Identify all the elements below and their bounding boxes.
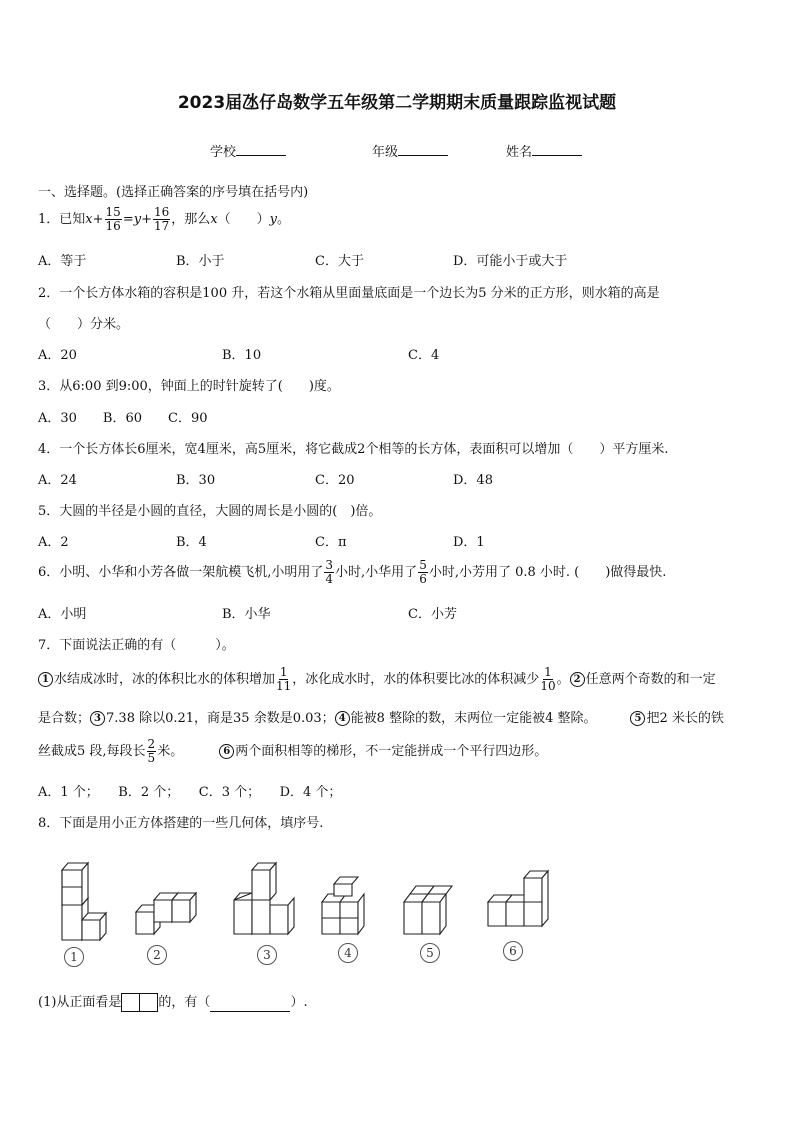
name-label: 姓名 (506, 145, 533, 160)
q6-option-c[interactable]: C．小芳 (408, 607, 457, 622)
cube-figure-5 (404, 886, 452, 934)
page-title: 2023届氹仔岛数学五年级第二学期期末质量跟踪监视试题 (177, 93, 617, 113)
figure-label-4: 4 (338, 943, 358, 963)
q2-option-b[interactable]: B．10 (222, 348, 262, 363)
cube-figure-1 (62, 863, 106, 940)
grade-label: 年级 (372, 145, 399, 160)
fraction: $\frac{2}{5}$ (147, 737, 156, 765)
q1-option-b[interactable]: B．小于 (176, 254, 225, 269)
answer-blank[interactable]: （ ） (217, 212, 270, 227)
fraction: $\frac{15}{16}$ (105, 205, 121, 233)
question-3: 3．从6:00 到9:00，钟面上的时针旋转了( )度。 (38, 379, 340, 394)
answer-blank[interactable] (210, 997, 290, 1012)
q7-line-1: 1 水结成冰时，冰的体积比水的体积增加 $\frac{1}{11}$ ，冰化成水时，水的体积要比冰的体积减少 $\frac{1}{10}$ 。 2 任意两个奇数的和一定 (38, 664, 716, 696)
figure-label-2: 2 (147, 945, 167, 965)
q3-options[interactable]: A．30 B．60 C．90 (38, 411, 208, 426)
front-view-square (140, 993, 158, 1012)
school-field (210, 141, 286, 160)
circled-number: 4 (335, 711, 350, 726)
question-2-cont: （ ）分米。 (38, 317, 130, 332)
figure-label-6: 6 (503, 941, 523, 961)
cube-figure-6 (488, 871, 548, 926)
circled-number: 5 (630, 711, 645, 726)
q4-option-a[interactable]: A．24 (38, 473, 77, 488)
fraction: $\frac{16}{17}$ (153, 205, 170, 233)
cube-figure-3 (234, 863, 294, 934)
front-view-square (121, 993, 140, 1012)
cube-figure-4 (322, 877, 364, 934)
question-8: 8．下面是用小正方体搭建的一些几何体，填序号. (38, 816, 324, 831)
fraction: $\frac{1}{10}$ (540, 665, 556, 693)
school-label: 学校 (210, 145, 237, 160)
q6-option-b[interactable]: B．小华 (222, 607, 271, 622)
q1-option-a[interactable]: A．等于 (38, 254, 87, 269)
question-1: 1．已知x+ $\frac{15}{16}$ =y+ $\frac{16}{17}$ ，那么x（ ）y。 (38, 205, 291, 233)
q7-options[interactable]: A．1 个； B．2 个； C．3 个； D．4 个； (38, 785, 342, 800)
figure-label-3: 3 (257, 945, 277, 965)
circled-number: 1 (38, 672, 53, 687)
q5-option-b[interactable]: B．4 (176, 535, 207, 550)
question-8-sub-1: (1)从正面看是 的，有（ ）. (38, 995, 308, 1010)
fraction: $\frac{3}{4}$ (325, 558, 334, 586)
q7-line-3: 丝截成5 段,每段长 $\frac{2}{5}$ 米。 6 两个面积相等的梯形，不一定能拼成一个平行四边形。 (38, 737, 548, 765)
question-5: 5．大圆的半径是小圆的直径，大圆的周长是小圆的( )倍。 (38, 504, 382, 519)
question-7: 7．下面说法正确的有（ ）。 (38, 638, 235, 653)
q5-option-a[interactable]: A．2 (38, 535, 69, 550)
figure-label-1: 1 (64, 947, 84, 967)
q5-option-c[interactable]: C．π (315, 535, 347, 550)
name-blank[interactable] (532, 143, 582, 156)
question-4: 4．一个长方体长6厘米，宽4厘米，高5厘米，将它截成2个相等的长方体，表面积可以增加（ ）平方厘米. (38, 442, 669, 457)
cube-figure-2 (136, 893, 196, 934)
section-heading: 一、选择题。(选择正确答案的序号填在括号内) (38, 185, 309, 200)
grade-field (372, 141, 448, 160)
question-2: 2．一个长方体水箱的容积是100 升，若这个水箱从里面量底面是一个边长为5 分米的正方形，则水箱的高是 (38, 286, 660, 301)
circled-number: 3 (90, 711, 105, 726)
figure-label-5: 5 (420, 943, 440, 963)
fraction: $\frac{1}{11}$ (276, 665, 292, 693)
circled-number: 6 (219, 744, 234, 759)
grade-blank[interactable] (398, 143, 448, 156)
q6-option-a[interactable]: A．小明 (38, 607, 87, 622)
q5-option-d[interactable]: D．1 (453, 535, 485, 550)
q1-option-c[interactable]: C．大于 (315, 254, 364, 269)
q4-option-d[interactable]: D．48 (453, 473, 493, 488)
question-6: 6．小明、小华和小芳各做一架航模飞机,小明用了 $\frac{3}{4}$ 小时,小华用了 $\frac{5}{6}$ 小时,小芳用了 0.8 小时. ( )做得最快. (38, 558, 667, 586)
q4-option-c[interactable]: C．20 (315, 473, 355, 488)
name-field (506, 141, 582, 160)
q1-option-d[interactable]: D．可能小于或大于 (453, 254, 568, 269)
q7-line-2: 是合数； 3 7.38 除以0.21，商是35 余数是0.03； 4 能被8 整除的数，末两位一定能被4 整除。 5 把2 米长的铁 (38, 711, 724, 726)
cube-figures (38, 850, 568, 950)
school-blank[interactable] (236, 143, 286, 156)
circled-number: 2 (570, 672, 585, 687)
q2-option-a[interactable]: A．20 (38, 348, 77, 363)
q2-option-c[interactable]: C．4 (408, 348, 440, 363)
q4-option-b[interactable]: B．30 (176, 473, 216, 488)
fraction: $\frac{5}{6}$ (419, 558, 427, 586)
